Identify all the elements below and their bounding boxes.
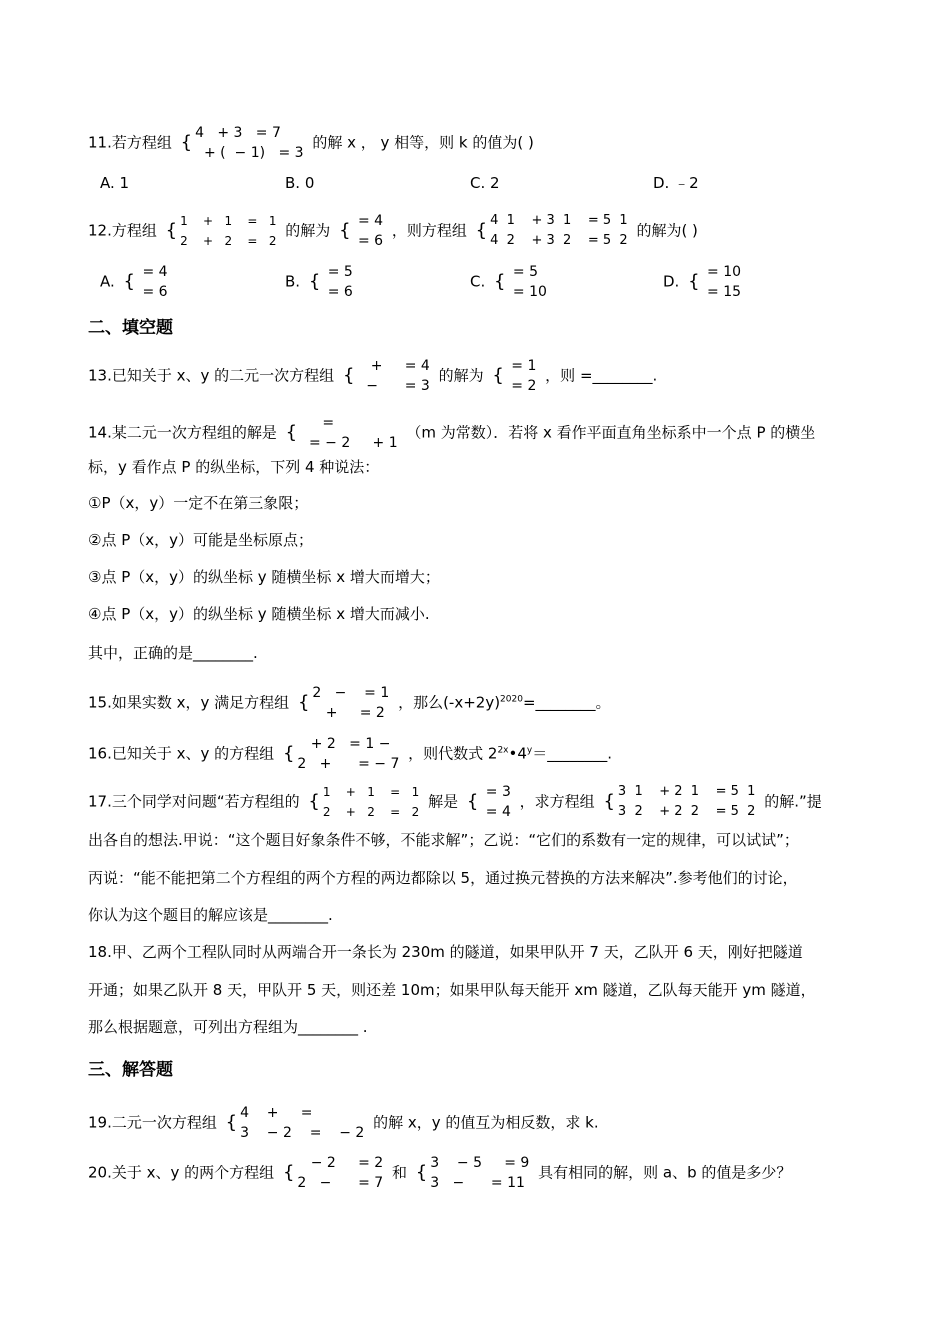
question-18-line: 开通；如果乙队开 8 天，甲队开 5 天，则还差 10m；如果甲队每天能开 xm 隧道，乙队每天能开 ym 隧道， [88, 981, 816, 999]
solution: { = 1 = 2 [492, 358, 537, 394]
option-c: C. { = 5 = 10 [470, 264, 547, 300]
question-15: 15.如果实数 x，y 满足方程组 { 2 − = 1 + = 2 ，那么$(-x+2y)^{2020}=\_\_\_\_\_\_\_\_$。 [88, 685, 611, 721]
equation-system: { 3 − 5 = 9 3 − = 11 [415, 1155, 530, 1191]
question-19: 19.二元一次方程组 { 4 + = 3 − 2 = − 2 的解 x，y 的值互为相反数，求 k. [88, 1105, 599, 1141]
question-16: 16.已知关于 x、y 的方程组 { + 2 = 1 − 2 + = − 7 ，则代数式 $2^{2x}•4^y=\_\_\_\_\_\_\_\_$. [88, 736, 613, 772]
option-a: A. 1 [100, 174, 130, 192]
option-b: B. { = 5 = 6 [285, 264, 353, 300]
statement-1: ①P（x，y）一定不在第三象限； [88, 494, 309, 512]
equation-system: { 4 + = 3 − 2 = − 2 [225, 1105, 365, 1141]
equation-system: { 4 1 + 3 1 = 5 1 4 2 + 3 2 = 5 2 [475, 213, 628, 248]
statement-2: ②点 P（x，y）可能是坐标原点； [88, 531, 314, 549]
question-14-line: 标，y 看作点 P 的纵坐标，下列 4 种说法： [88, 458, 380, 476]
statement-4: ④点 P（x，y）的纵坐标 y 随横坐标 x 增大而减小. [88, 605, 430, 623]
option-b: B. 0 [285, 174, 315, 192]
option-d: D. ﹣2 [653, 174, 699, 192]
question-14: 14.某二元一次方程组的解是 { = = − 2 + 1 （m 为常数）．若将 x 看作平面直角坐标系中一个点 P 的横坐 [88, 415, 816, 451]
question-18-line: 那么根据题意，可列出方程组为________ . [88, 1018, 368, 1036]
solution: { = 4 = 6 [339, 213, 384, 249]
question-20: 20.关于 x、y 的两个方程组 { − 2 = 2 2 − = 7 和 { 3 − 5 = 9 3 − = 11 具有相同的解，则 a、b 的值是多少？ [88, 1155, 792, 1191]
question-11: 11.若方程组 { 4 + 3 = 7 + ( − 1) = 3 的解 x ， y 相等，则 k 的值为( ) [88, 125, 534, 161]
question-12: 12.方程组 { 1 + 1 = 1 2 + 2 = 2 的解为 { = 4 = 6 ，则方程组 { 4 1 + 3 1 = 5 1 4 2 + 3 2 = 5 2 的解为( ) [88, 213, 698, 249]
equation-system: { + 2 = 1 − 2 + = − 7 [282, 736, 400, 772]
question-17: 17.三个同学对问题“若方程组的 { 1 + 1 = 1 2 + 2 = 2 解是 { = 3 = 4 ，求方程组 { 3 1 + 2 1 = 5 1 3 2 + 2 2 = 5 2 的解.”提 [88, 784, 822, 820]
question-18-line: 18.甲、乙两个工程队同时从两端合开一条长为 230m 的隧道，如果甲队开 7 天，乙队开 6 天，刚好把隧道 [88, 943, 803, 961]
section-heading: 二、填空题 [88, 318, 173, 338]
solution: { = 3 = 4 [466, 784, 511, 820]
question-17-line: 你认为这个题目的解应该是________. [88, 906, 333, 924]
equation-system: { + = 4 − = 3 [342, 358, 430, 394]
question-13: 13.已知关于 x、y 的二元一次方程组 { + = 4 − = 3 的解为 { = 1 = 2 ，则 =________. [88, 358, 658, 394]
question-17-line: 丙说：“能不能把第二个方程组的两个方程的两边都除以 5，通过换元替换的方法来解决”.参考他们的讨论， [88, 869, 798, 887]
equation-system: { 3 1 + 2 1 = 5 1 3 2 + 2 2 = 5 2 [603, 784, 756, 819]
equation-system: { 1 + 1 = 1 2 + 2 = 2 [308, 785, 420, 819]
section-heading: 三、解答题 [88, 1060, 173, 1080]
option-a: A. { = 4 = 6 [100, 264, 168, 300]
equation-system: { − 2 = 2 2 − = 7 [282, 1155, 384, 1191]
option-c: C. 2 [470, 174, 500, 192]
option-d: D. { = 10 = 15 [663, 264, 742, 300]
equation-system: { 1 + 1 = 1 2 + 2 = 2 [165, 214, 277, 248]
question-17-line: 出各自的想法.甲说：“这个题目好象条件不够，不能求解”；乙说：“它们的系数有一定的规律，可以试试”； [88, 831, 799, 849]
question-14-answer: 其中，正确的是________. [88, 644, 258, 662]
equation-system: { = = − 2 + 1 [285, 415, 398, 451]
statement-3: ③点 P（x，y）的纵坐标 y 随横坐标 x 增大而增大； [88, 568, 440, 586]
equation-system: { 2 − = 1 + = 2 [297, 685, 390, 721]
equation-system: { 4 + 3 = 7 + ( − 1) = 3 [180, 125, 304, 161]
